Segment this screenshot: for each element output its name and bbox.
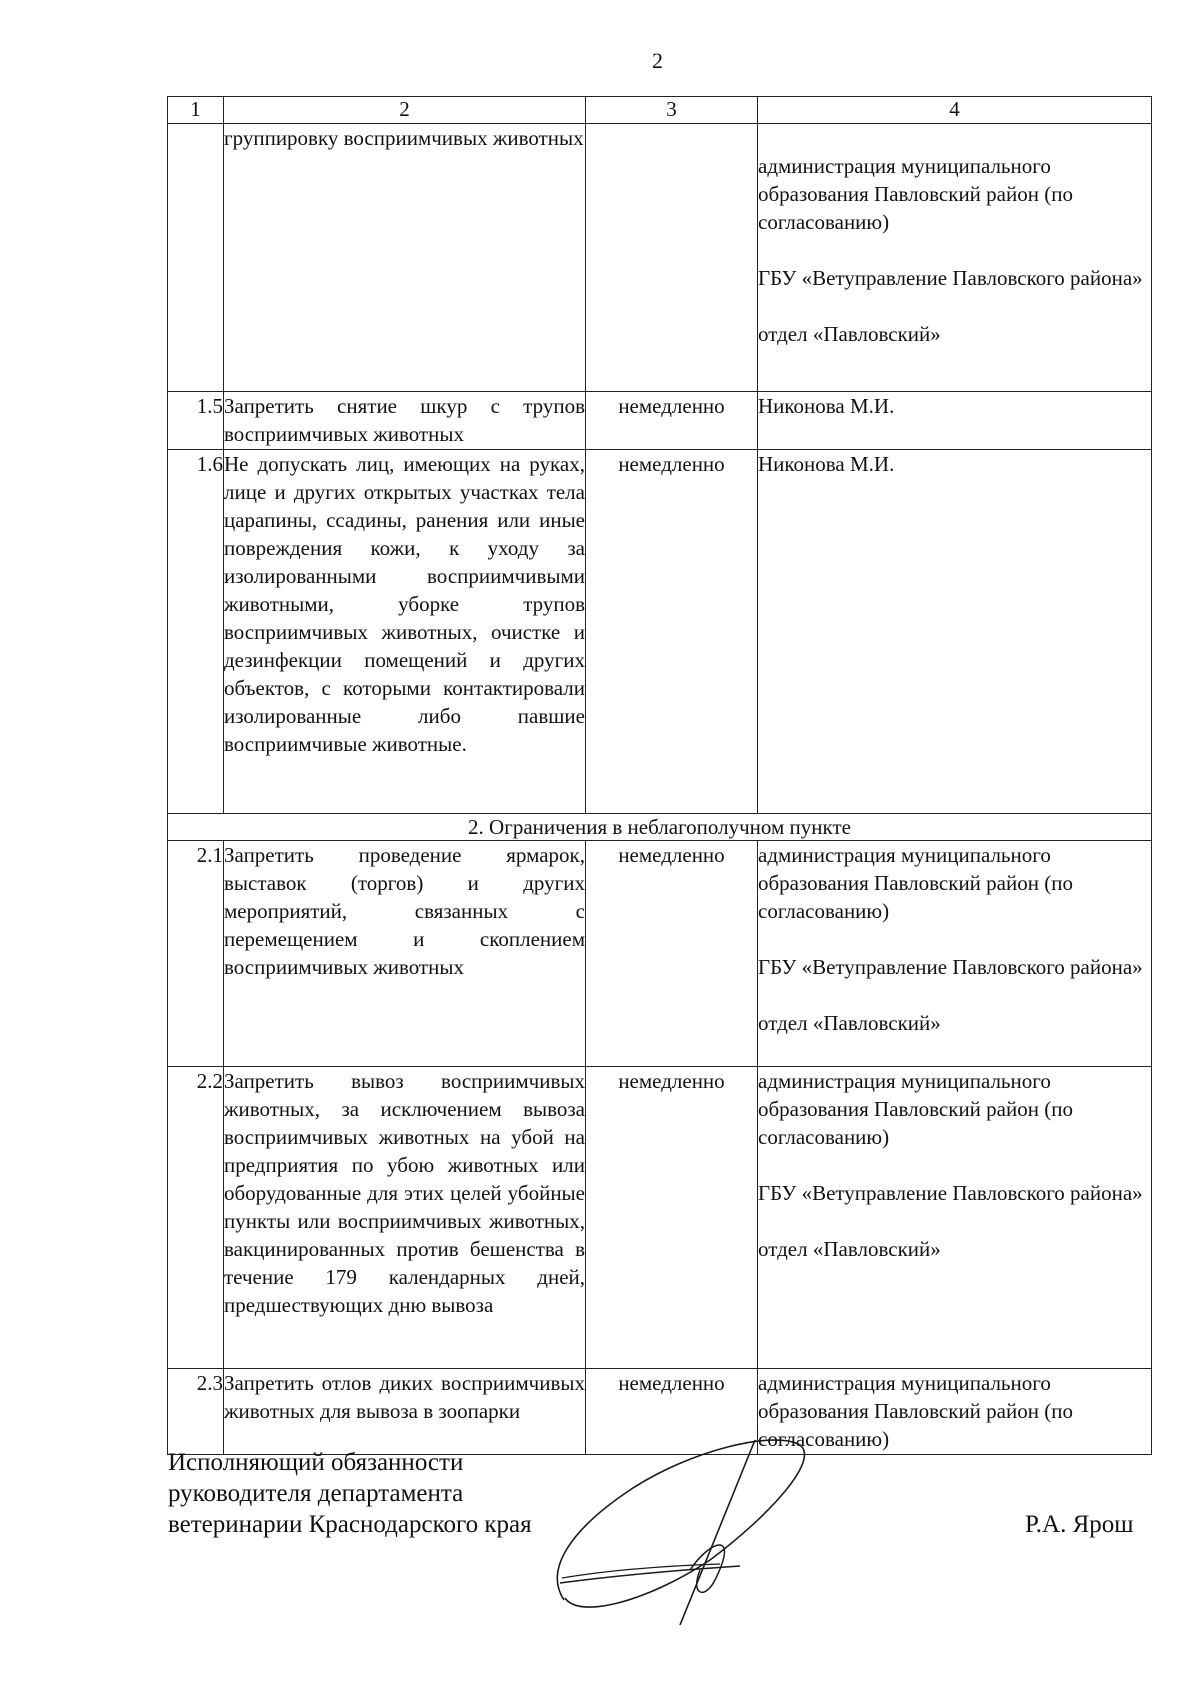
responsible-gbu: ГБУ «Ветуправление Павловского района»	[758, 266, 1143, 290]
responsible-gbu: ГБУ «Ветуправление Павловского района»	[758, 955, 1143, 979]
responsible-dept: отдел «Павловский»	[758, 1011, 941, 1035]
row-number-cell	[168, 124, 224, 392]
row-number: 1.5	[168, 392, 224, 450]
signer-position-line-3: ветеринарии Краснодарского края	[168, 1511, 532, 1538]
responsible-cell	[758, 1067, 1152, 1369]
responsible-admin: администрация муниципального образования Павловский район (по согласованию)	[758, 843, 1073, 923]
row-number: 1.6	[168, 450, 224, 814]
term-cell: немедленно	[586, 450, 758, 814]
table-row-2-2	[168, 1067, 1152, 1369]
signer-position-line-2: руководителя департамента	[168, 1480, 464, 1507]
section-row-2	[168, 814, 1152, 841]
responsible-dept: отдел «Павловский»	[758, 1237, 941, 1261]
page-number: 2	[652, 48, 663, 73]
measure-text: Запретить отлов диких восприимчивых животных для вывоза в зоопарки	[224, 1369, 586, 1455]
table-row-1-6	[168, 450, 1152, 814]
responsible-cell: Никонова М.И.	[758, 450, 1152, 814]
signer-position-line-1: Исполняющий обязанности	[168, 1449, 464, 1476]
header-col-4: 4	[758, 97, 1152, 124]
row-number: 2.3	[168, 1369, 224, 1455]
table-row-continuation	[168, 124, 1152, 392]
term-cell: немедленно	[586, 1369, 758, 1455]
section-title: 2. Ограничения в неблагополучном пункте	[168, 814, 1152, 841]
responsible-cell: Никонова М.И.	[758, 392, 1152, 450]
term-cell	[586, 124, 758, 392]
term-cell: немедленно	[586, 1067, 758, 1369]
table-row-1-5	[168, 392, 1152, 450]
responsible-cell: администрация муниципального образования Павловский район (по согласованию)	[758, 1369, 1152, 1455]
measure-text: Запретить проведение ярмарок, выставок (торгов) и других мероприятий, связанных с перемещением и скоплением восприимчивых животных	[224, 841, 586, 1067]
header-col-3: 3	[586, 97, 758, 124]
responsible-cell	[758, 841, 1152, 1067]
term-cell: немедленно	[586, 841, 758, 1067]
responsible-gbu: ГБУ «Ветуправление Павловского района»	[758, 1181, 1143, 1205]
row-number: 2.2	[168, 1067, 224, 1369]
signature-block	[168, 1447, 532, 1540]
measure-text: группировку восприимчивых животных	[224, 124, 586, 392]
handwritten-signature	[540, 1420, 870, 1625]
measures-table	[167, 96, 1152, 1455]
measure-text: Не допускать лиц, имеющих на руках, лице и других открытых участках тела царапины, ссадины, ранения или иные повреждения кожи, к уходу за изолированными восприимчивыми животными, уборке трупов восприимчивых животных, очистке и дезинфекции помещений и других объектов, с которыми контактировали изолированные либо павшие восприимчивые животные.	[224, 450, 586, 814]
measure-text: Запретить вывоз восприимчивых животных, за исключением вывоза восприимчивых животных на убой на предприятия по убою животных или оборудованные для этих целей убойные пункты или восприимчивых животных, вакцинированных против бешенства в течение 179 календарных дней, предшествующих дню вывоза	[224, 1067, 586, 1369]
row-number: 2.1	[168, 841, 224, 1067]
header-col-1: 1	[168, 97, 224, 124]
responsible-admin: администрация муниципального образования Павловский район (по согласованию)	[758, 154, 1073, 234]
responsible-dept: отдел «Павловский»	[758, 322, 941, 346]
responsible-cell	[758, 124, 1152, 392]
header-row	[168, 97, 1152, 124]
measure-text: Запретить снятие шкур с трупов восприимчивых животных	[224, 392, 586, 450]
table-row-2-1	[168, 841, 1152, 1067]
responsible-admin: администрация муниципального образования Павловский район (по согласованию)	[758, 1069, 1073, 1149]
header-col-2: 2	[224, 97, 586, 124]
signer-name: Р.А. Ярош	[1025, 1511, 1134, 1538]
term-cell: немедленно	[586, 392, 758, 450]
